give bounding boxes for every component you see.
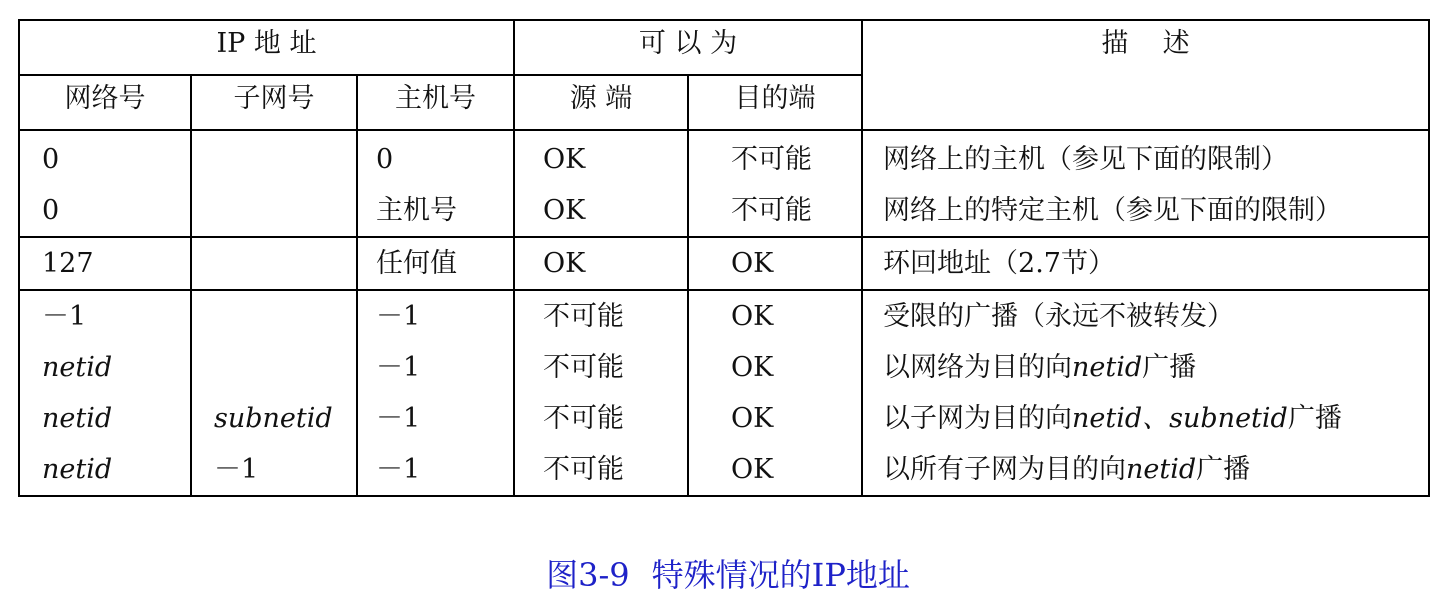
description-text: 广播 (1142, 352, 1197, 383)
cell-host: －1 (376, 403, 421, 434)
cell-description: 网络上的主机（参见下面的限制） (883, 144, 1289, 175)
header-destination: 目的端 (688, 75, 862, 130)
cell-host: 0 (376, 144, 394, 175)
table-row-group-loopback (19, 237, 1429, 290)
cell-subnet (214, 134, 356, 185)
figure-number: 图3-9 (546, 556, 630, 594)
cell-destination: 不可能 (731, 195, 812, 226)
cell-network: netid (42, 352, 113, 383)
table-row-group-network-zero (19, 130, 1429, 237)
cell-description (883, 393, 1428, 444)
description-text: 广播 (1196, 454, 1251, 485)
cell-description (883, 342, 1428, 393)
cell-network: 0 (42, 195, 60, 226)
cell-host: －1 (376, 301, 421, 332)
figure-title: 特殊情况的IP地址 (651, 556, 910, 594)
header-description: 描 述 (862, 20, 1429, 130)
cell-destination: OK (731, 352, 774, 383)
cell-destination: 不可能 (731, 144, 812, 175)
header-row-1 (19, 20, 1429, 75)
header-ip-address: IP 地 址 (19, 20, 514, 75)
cell-source: 不可能 (543, 352, 624, 383)
description-text: 以网络为目的向 (883, 352, 1073, 383)
cell-network: netid (42, 403, 113, 434)
cell-description: 受限的广播（永远不被转发） (883, 301, 1235, 332)
cell-source: 不可能 (543, 454, 624, 485)
cell-host: 任何值 (376, 248, 457, 279)
description-text: 广播 (1287, 403, 1342, 434)
header-can-be: 可 以 为 (514, 20, 862, 75)
cell-network: 127 (42, 248, 94, 279)
cell-network: －1 (42, 301, 87, 332)
special-ip-address-table (18, 19, 1430, 497)
description-netid-subnetid: netid、subnetid (1072, 403, 1288, 434)
figure-caption (0, 550, 1456, 596)
header-subnet-id: 子网号 (191, 75, 357, 130)
cell-source: OK (543, 248, 586, 279)
table-row-group-broadcast (19, 290, 1429, 496)
cell-description (883, 444, 1428, 495)
cell-subnet (214, 185, 356, 236)
description-netid: netid (1126, 454, 1197, 485)
cell-network: netid (42, 454, 113, 485)
cell-source: OK (543, 144, 586, 175)
cell-destination: OK (731, 403, 774, 434)
cell-subnet (214, 238, 356, 289)
header-source: 源 端 (514, 75, 688, 130)
cell-source: OK (543, 195, 586, 226)
cell-host: －1 (376, 454, 421, 485)
cell-source: 不可能 (543, 403, 624, 434)
cell-subnet (214, 291, 356, 342)
cell-destination: OK (731, 301, 774, 332)
cell-subnet: －1 (214, 454, 259, 485)
cell-host: －1 (376, 352, 421, 383)
cell-destination: OK (731, 454, 774, 485)
cell-destination: OK (731, 248, 774, 279)
cell-subnet: subnetid (214, 403, 333, 434)
description-text: 以所有子网为目的向 (883, 454, 1127, 485)
description-text: 以子网为目的向 (883, 403, 1073, 434)
cell-host: 主机号 (376, 195, 457, 226)
description-netid: netid (1072, 352, 1143, 383)
cell-subnet (214, 342, 356, 393)
cell-network: 0 (42, 144, 60, 175)
header-host-id: 主机号 (357, 75, 514, 130)
header-network-id: 网络号 (19, 75, 191, 130)
cell-description: 环回地址（2.7节） (883, 248, 1115, 279)
cell-description: 网络上的特定主机（参见下面的限制） (883, 195, 1343, 226)
cell-source: 不可能 (543, 301, 624, 332)
